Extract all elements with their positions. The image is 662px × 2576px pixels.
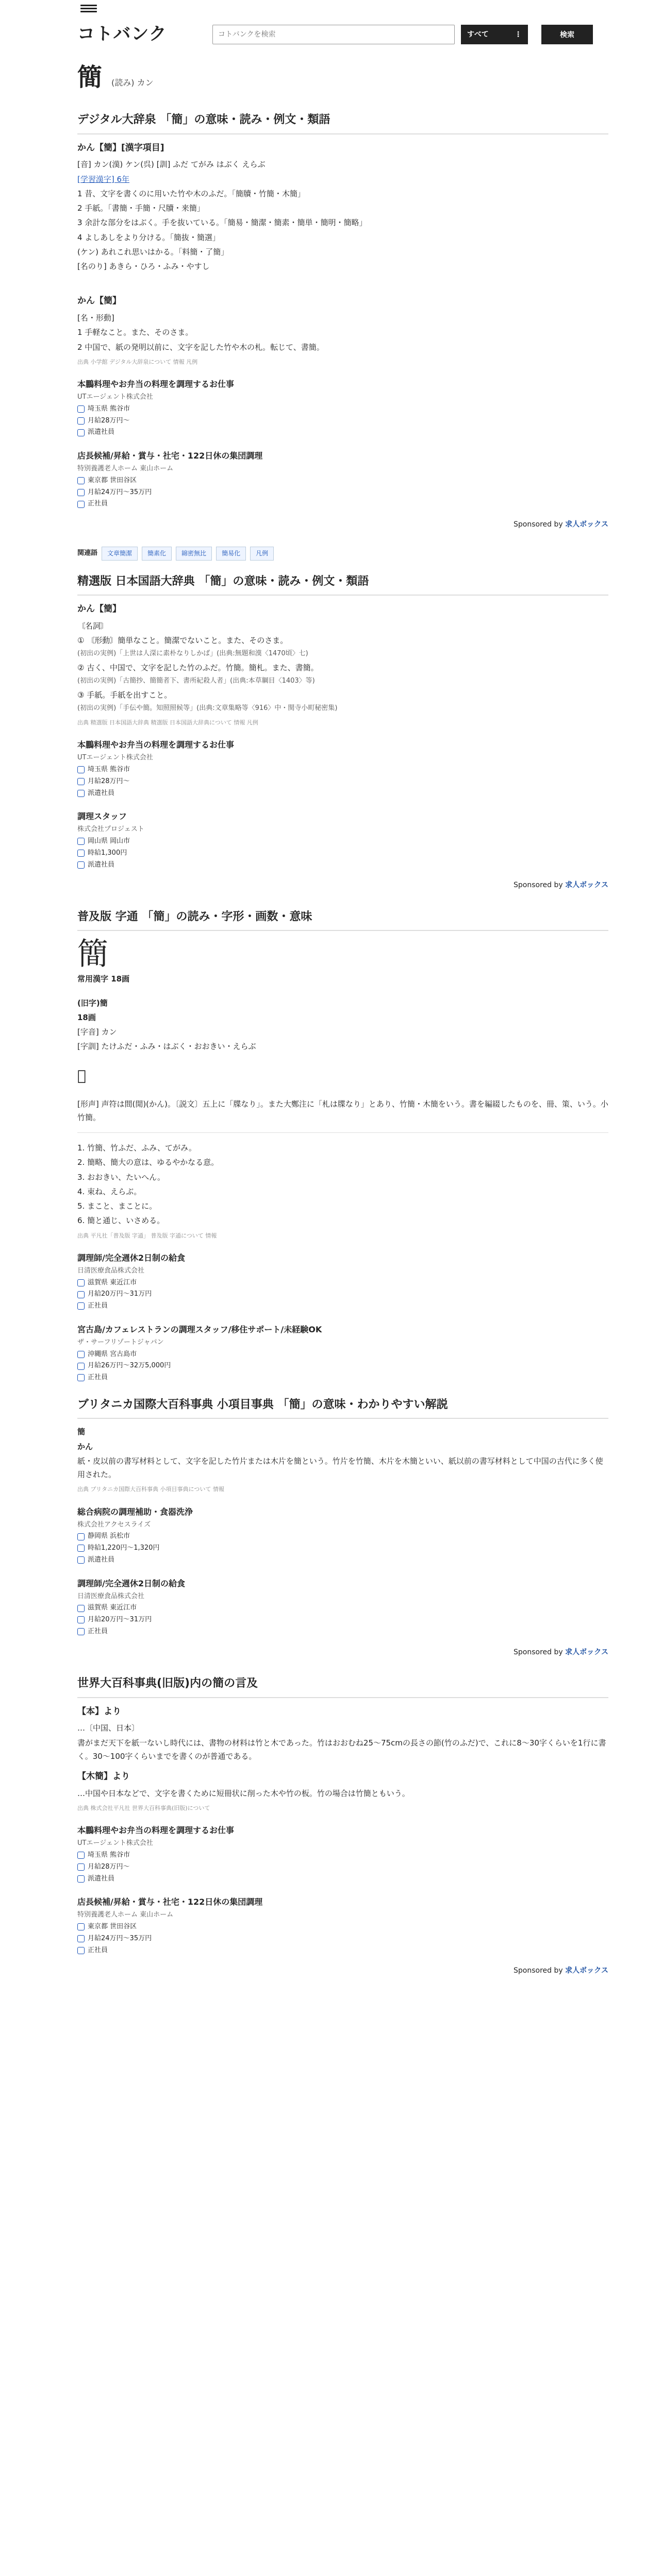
- source-note: 出典 株式会社平凡社 世界大百科事典(旧版)について: [77, 1805, 210, 1811]
- job-type: [77, 427, 608, 438]
- related-tag[interactable]: 綿密無比: [176, 547, 212, 561]
- job-pay: [77, 1360, 608, 1372]
- entry-line: [名のり] あきら・ひろ・ふみ・やすし: [77, 262, 210, 271]
- job-location-text: 沖縄県 宮古島市: [88, 1350, 137, 1358]
- job-title[interactable]: 店長候補/昇給・賞与・社宅・122日休の集団調理: [77, 451, 263, 461]
- job-location: [77, 1277, 608, 1289]
- job-type-text: 派遣社員: [88, 860, 115, 869]
- yen-icon: [77, 489, 85, 496]
- job-title[interactable]: 調理師/完全週休2日制の給食: [77, 1578, 185, 1588]
- job-pay-text: 月給24万円〜35万円: [88, 488, 152, 496]
- site-header: [77, 16, 608, 53]
- source-note: 出典 精選版 日本国語大辞典 精選版 日本国語大辞典について 情報 凡例: [77, 719, 258, 726]
- entry-line: 1 手軽なこと。また、そのさま。: [77, 328, 193, 337]
- job-pay-text: 月給20万円〜31万円: [88, 1290, 152, 1298]
- entry-line: 3. おおきい、たいへん。: [77, 1172, 165, 1182]
- job-ad[interactable]: [77, 1577, 608, 1638]
- briefcase-icon: [77, 1875, 85, 1883]
- entry-line: [字訓] たけふだ・ふみ・はぶく・おおきい・えらぶ: [77, 1042, 256, 1052]
- briefcase-icon: [77, 1374, 85, 1381]
- entry-heading: かん【簡】: [77, 296, 121, 307]
- entry-line: [音] カン(漢) ケン(呉) [訓] ふだ てがみ はぶく えらぶ: [77, 160, 266, 170]
- job-ad[interactable]: [77, 1823, 608, 1885]
- sponsor-brand[interactable]: 求人ボックス: [565, 1967, 608, 1975]
- sponsor-label: Sponsored by: [514, 881, 563, 890]
- kanji-display: 簡: [77, 936, 108, 973]
- job-ad[interactable]: [77, 1895, 608, 1956]
- headword-reading: (読み) カン: [111, 78, 154, 88]
- job-pay: [77, 1933, 608, 1945]
- job-pay-text: 月給28万円〜: [88, 777, 130, 785]
- entry-line: …〔中国、日本〕: [77, 1723, 140, 1733]
- sponsor-label: Sponsored by: [514, 1648, 563, 1656]
- related-label: 関連語: [77, 549, 98, 557]
- sponsor-brand[interactable]: 求人ボックス: [565, 520, 608, 529]
- entry-line: ① 〘形動〙簡単なこと。簡潔でないこと。また、そのさま。: [77, 636, 288, 645]
- job-ad[interactable]: [77, 377, 608, 438]
- search-button[interactable]: 検索: [541, 25, 593, 44]
- pin-icon: [77, 1605, 85, 1612]
- job-pay: [77, 487, 608, 499]
- stroke-count: 18画: [77, 1012, 96, 1022]
- job-pay-text: 月給20万円〜31万円: [88, 1616, 152, 1623]
- job-location: [77, 836, 608, 848]
- job-title[interactable]: 本鵬料理やお弁当の料理を調理するお仕事: [77, 379, 235, 389]
- menu-icon[interactable]: [80, 3, 97, 14]
- job-type: [77, 1300, 608, 1312]
- page-title: [77, 56, 608, 99]
- section-title: デジタル大辞泉 「簡」の意味・読み・例文・類語: [77, 110, 608, 134]
- dots-icon: ⋮: [515, 30, 522, 39]
- entry-line: ② 古く、中国で、文字を記した竹のふだ。竹簡。簡札。また、書簡。: [77, 663, 319, 672]
- job-location-text: 滋賀県 東近江市: [88, 1604, 137, 1612]
- job-company: UTエージェント株式会社: [77, 1839, 153, 1848]
- briefcase-icon: [77, 1628, 85, 1635]
- briefcase-icon: [77, 1556, 85, 1564]
- yen-icon: [77, 417, 85, 425]
- sponsor-line: [77, 879, 608, 892]
- site-logo[interactable]: コトバンク: [77, 24, 167, 45]
- job-pay-text: 月給26万円〜32万5,000円: [88, 1362, 171, 1370]
- briefcase-icon: [77, 501, 85, 508]
- sponsor-brand[interactable]: 求人ボックス: [565, 881, 608, 890]
- yen-icon: [77, 1291, 85, 1298]
- job-ad[interactable]: [77, 1505, 608, 1566]
- entry-body: 書がまだ天下を紙一ないし時代には、書物の材料は竹と木であった。竹はおおむね25〜75cmの長さの節(竹のふだ)で、これに8〜30字くらいを1行に書く。30〜100字くらいまでを書くのが普通である。: [77, 1738, 606, 1761]
- job-type: [77, 1873, 608, 1885]
- entry-body: 紙・皮以前の書写材料として、文字を記した竹片または木片を簡という。竹片を竹簡、木片を木簡といい、紙以前の書写材料として中国の古代に多く使用された。: [77, 1456, 603, 1479]
- job-location-text: 静岡県 浜松市: [88, 1532, 130, 1540]
- scope-select[interactable]: [461, 25, 528, 44]
- related-tag[interactable]: 簡易化: [216, 547, 246, 561]
- entry-line: ③ 手紙。手紙を出すこと。: [77, 690, 172, 700]
- job-location: [77, 1349, 608, 1361]
- job-type-text: 正社員: [88, 1374, 108, 1381]
- job-ad[interactable]: [77, 1251, 608, 1312]
- entry-heading: かん【簡】: [77, 604, 121, 614]
- job-type-text: 派遣社員: [88, 1555, 115, 1564]
- entry-heading: かん【簡】[漢字項目]: [77, 142, 164, 153]
- entry-link[interactable]: [学習漢字] 6年: [77, 174, 130, 184]
- yen-icon: [77, 1363, 85, 1370]
- entry-line: 1. 竹簡、竹ふだ、ふみ、てがみ。: [77, 1143, 196, 1153]
- entry-line: [名・形動]: [77, 313, 114, 323]
- job-ad[interactable]: [77, 1323, 608, 1384]
- entry-line: 6. 簡と通じ、いさめる。: [77, 1216, 165, 1226]
- job-location: [77, 764, 608, 776]
- section-nikkoku: [77, 572, 608, 892]
- job-type: [77, 859, 608, 871]
- job-type-text: 正社員: [88, 500, 108, 508]
- job-pay: [77, 415, 608, 427]
- main-content: [77, 56, 608, 1993]
- entry-line: [字音] カン: [77, 1027, 117, 1037]
- entry-example: (初出の実例)「上世は人深に素朴なりしかば」(出典:無題和漢〈1470頃〉七): [77, 650, 308, 658]
- search-input[interactable]: [212, 25, 455, 44]
- job-company: 株式会社アクセスライズ: [77, 1520, 151, 1529]
- source-note: 出典 小学館 デジタル大辞泉について 情報 凡例: [77, 358, 198, 365]
- entry-line: 4 よしあしをより分ける。「簡抜・簡選」: [77, 232, 220, 242]
- job-location-text: 埼玉県 熊谷市: [88, 1851, 130, 1859]
- entry-line: 1 昔、文字を書くのに用いた竹や木のふだ。「簡牘・竹簡・木簡」: [77, 189, 305, 198]
- sponsor-brand[interactable]: 求人ボックス: [565, 1648, 608, 1656]
- entry-line: 2 中国で、紙の発明以前に、文字を記した竹や木の札。転じて、書簡。: [77, 342, 324, 352]
- job-company: 特別養護老人ホーム 東山ホーム: [77, 1911, 174, 1919]
- job-location-text: 滋賀県 東近江市: [88, 1278, 137, 1286]
- related-tag[interactable]: 文章簡潔: [102, 547, 138, 561]
- job-type: [77, 498, 608, 510]
- pin-icon: [77, 1852, 85, 1859]
- yen-icon: [77, 850, 85, 857]
- yen-icon: [77, 1616, 85, 1623]
- entry-word: 簡: [77, 1427, 86, 1437]
- job-title[interactable]: 本鵬料理やお弁当の料理を調理するお仕事: [77, 740, 235, 750]
- briefcase-icon: [77, 1947, 85, 1954]
- job-pay: [77, 848, 608, 859]
- job-type: [77, 788, 608, 800]
- job-type-text: 正社員: [88, 1627, 108, 1635]
- job-location-text: 東京都 世田谷区: [88, 1923, 137, 1930]
- job-type-text: 正社員: [88, 1302, 108, 1310]
- entry-example: (初出の実例)「古簡抄、簡簡者下、書所紀殺人者」(出典:本草綱目〈1403〉等): [77, 677, 315, 685]
- job-location: [77, 1921, 608, 1933]
- entry-line: 2 手紙。「書簡・手簡・尺牘・来簡」: [77, 204, 205, 213]
- sponsor-label: Sponsored by: [514, 1967, 563, 1975]
- pin-icon: [77, 1533, 85, 1540]
- section-title: 精選版 日本国語大辞典 「簡」の意味・読み・例文・類語: [77, 572, 608, 596]
- briefcase-icon: [77, 1302, 85, 1310]
- entry-heading: 【木簡】より: [77, 1771, 130, 1782]
- briefcase-icon: [77, 429, 85, 436]
- job-location: [77, 1850, 608, 1861]
- job-title[interactable]: 調理師/完全週休2日制の給食: [77, 1252, 185, 1263]
- entry-body: …中国や日本などで、文字を書くために短冊状に削った木や竹の板。竹の場合は竹簡ともいう。: [77, 1788, 410, 1798]
- job-pay: [77, 776, 608, 788]
- entry-line: 2. 簡略、簡大の意は、ゆるやかなる意。: [77, 1158, 219, 1167]
- job-type: [77, 1554, 608, 1566]
- job-pay-text: 月給28万円〜: [88, 416, 130, 425]
- job-location-text: 東京都 世田谷区: [88, 476, 137, 484]
- entry-example: (初出の実例)「手伝や簡。知照照候等」(出典:文章集略等〈916〉中・関寺小町秘密集): [77, 704, 338, 713]
- section-title: ブリタニカ国際大百科事典 小項目事典 「簡」の意味・わかりやすい解説: [77, 1395, 608, 1419]
- job-pay: [77, 1289, 608, 1300]
- pin-icon: [77, 1923, 85, 1930]
- pin-icon: [77, 838, 85, 845]
- job-company: ザ・サーフリゾートジャパン: [77, 1338, 164, 1346]
- sponsor-line: [77, 518, 608, 531]
- entry-line: 4. 束ね、えらぶ。: [77, 1187, 142, 1196]
- entry-line: 〘名詞〙: [77, 621, 109, 631]
- job-type-text: 派遣社員: [88, 1874, 115, 1883]
- job-title[interactable]: 本鵬料理やお弁当の料理を調理するお仕事: [77, 1825, 235, 1836]
- entry-line: [形声] 声符は間(閒)(かん)。〔説文〕五上に「牒なり」。また大鄭注に「札は牒なり」とあり、竹簡・木簡をいう。書を編綴したものを、冊、策、いう。小竹簡。: [77, 1099, 608, 1122]
- job-location: [77, 475, 608, 487]
- job-pay: [77, 1543, 608, 1554]
- yen-icon: [77, 778, 85, 785]
- job-location: [77, 1602, 608, 1614]
- briefcase-icon: [77, 861, 85, 869]
- entry-reading: かん: [77, 1442, 93, 1451]
- section-jitsu: [77, 907, 608, 1384]
- section-daijisen: [77, 110, 608, 531]
- job-type: [77, 1945, 608, 1957]
- sponsor-label: Sponsored by: [514, 520, 563, 529]
- job-type-text: 正社員: [88, 1946, 108, 1954]
- job-type: [77, 1626, 608, 1638]
- glyph-image: [77, 1063, 608, 1088]
- job-type-text: 派遣社員: [88, 428, 115, 436]
- job-location-text: 埼玉県 熊谷市: [88, 404, 130, 413]
- entry-line: (ケン) あれこれ思いはかる。「料簡・了簡」: [77, 247, 229, 257]
- source-note: 出典 ブリタニカ国際大百科事典 小項目事典について 情報: [77, 1486, 224, 1493]
- briefcase-icon: [77, 790, 85, 797]
- section-sekai: [77, 1674, 608, 1977]
- scope-label: すべて: [467, 30, 489, 39]
- job-ad[interactable]: [77, 738, 608, 799]
- job-location: [77, 403, 608, 415]
- yen-icon: [77, 1545, 85, 1552]
- yen-icon: [77, 1935, 85, 1942]
- job-ad[interactable]: [77, 809, 608, 871]
- job-company: UTエージェント株式会社: [77, 754, 153, 762]
- pin-icon: [77, 766, 85, 773]
- related-tags: [77, 547, 608, 561]
- job-title[interactable]: 店長候補/昇給・賞与・社宅・122日休の集団調理: [77, 1897, 263, 1907]
- pin-icon: [77, 477, 85, 484]
- pin-icon: [77, 1279, 85, 1286]
- job-title[interactable]: 総合病院の調理補助・食器洗浄: [77, 1506, 193, 1517]
- job-company: 株式会社プロジェスト: [77, 825, 144, 834]
- job-pay: [77, 1861, 608, 1873]
- old-form: (旧字)簡: [77, 998, 108, 1008]
- entry-line: 5. まこと、まことに。: [77, 1201, 157, 1211]
- divider: [77, 1132, 608, 1133]
- job-company: 日清医療食品株式会社: [77, 1266, 145, 1275]
- kanji-grade: 常用漢字 18画: [77, 974, 130, 984]
- job-ad[interactable]: [77, 449, 608, 510]
- job-pay: [77, 1614, 608, 1626]
- sponsor-line: [77, 1964, 608, 1977]
- job-title[interactable]: 宮古島/カフェレストランの調理スタッフ/移住サポート/未経験OK: [77, 1324, 322, 1334]
- entry-heading: 【本】より: [77, 1706, 121, 1717]
- job-type-text: 派遣社員: [88, 789, 115, 797]
- job-pay-text: 時給1,300円: [88, 849, 127, 857]
- entry-line: 3 余計な部分をはぶく。手を抜いている。「簡易・簡潔・簡素・簡単・簡明・簡略」: [77, 218, 367, 228]
- job-location: [77, 1531, 608, 1543]
- section-title: 世界大百科事典(旧版)内の簡の言及: [77, 1674, 608, 1698]
- job-pay-text: 月給24万円〜35万円: [88, 1934, 152, 1942]
- source-note: 出典 平凡社「普及版 字通」 普及版 字通について 情報: [77, 1232, 217, 1239]
- job-company: UTエージェント株式会社: [77, 393, 153, 401]
- sponsor-line: [77, 1646, 608, 1659]
- pin-icon: [77, 1351, 85, 1358]
- job-company: 特別養護老人ホーム 東山ホーム: [77, 465, 174, 472]
- job-pay-text: 月給28万円〜: [88, 1862, 130, 1871]
- seal-glyph: 𥮅: [77, 1066, 86, 1084]
- yen-icon: [77, 1863, 85, 1871]
- related-tag[interactable]: 簡素化: [142, 547, 172, 561]
- pin-icon: [77, 405, 85, 413]
- job-location-text: 岡山県 岡山市: [88, 837, 130, 845]
- section-britannica: [77, 1395, 608, 1658]
- section-title: 普及版 字通 「簡」の読み・字形・画数・意味: [77, 907, 608, 931]
- job-location-text: 埼玉県 熊谷市: [88, 766, 130, 773]
- related-tag[interactable]: 凡例: [250, 547, 274, 561]
- job-pay-text: 時給1,220円〜1,320円: [88, 1544, 160, 1552]
- job-type: [77, 1372, 608, 1384]
- headword: 簡: [77, 63, 103, 92]
- job-company: 日清医療食品株式会社: [77, 1592, 145, 1600]
- job-title[interactable]: 調理スタッフ: [77, 811, 127, 822]
